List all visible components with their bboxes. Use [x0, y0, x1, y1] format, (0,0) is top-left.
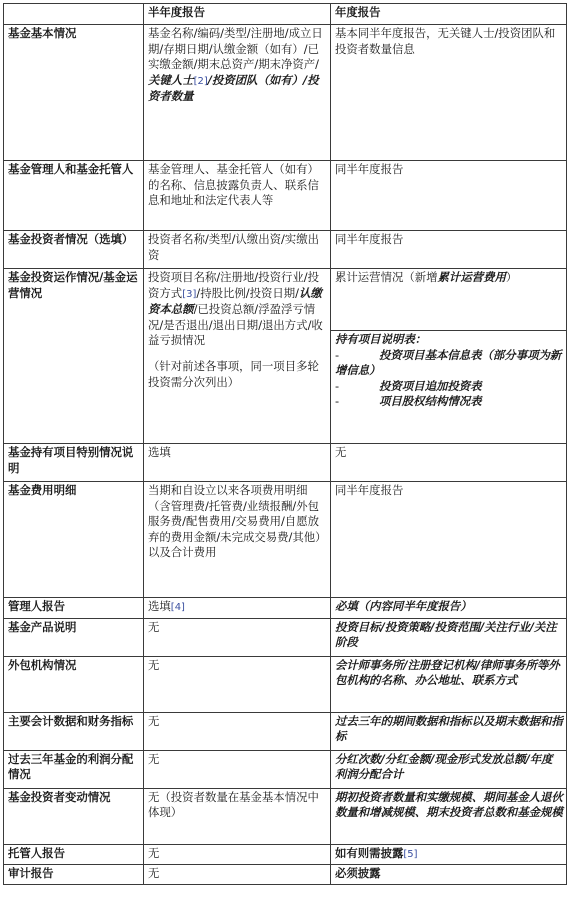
annual-cell: 过去三年的期间数据和指标以及期末数据和指标 [331, 712, 567, 750]
footnote-link[interactable]: [4] [170, 602, 185, 613]
semiannual-bold-text: 认缴资本总额 [148, 285, 322, 317]
semiannual-cell [144, 598, 331, 619]
list-item: - 投资项目追加投资表 [335, 378, 482, 393]
semiannual-paren-note: （针对前述各事项，同一项目多轮投资需分次列出） [148, 358, 319, 389]
semiannual-cell: 基金管理人、基金托管人（如有）的名称、信息披露负责人、联系信息和地址和法定代表人等 [144, 161, 331, 231]
footnote-link[interactable]: [3] [182, 288, 197, 300]
table-row [4, 844, 567, 865]
row-label: 管理人报告 [4, 598, 144, 619]
table-row [4, 618, 567, 656]
annual-cell: 会计师事务所/注册登记机构/律师事务所等外包机构的名称、办公地址、联系方式 [331, 656, 567, 712]
semiannual-text: /持股比例/投资日期/ [196, 285, 299, 300]
holdings-list-title: 持有项目说明表： [335, 332, 427, 346]
annual-summary [331, 269, 566, 330]
annual-cell: 基本同半年度报告，无关键人士/投资团队和投资者数量信息 [331, 25, 567, 161]
row-label: 基金管理人和基金托管人 [4, 161, 144, 231]
semiannual-cell: 选填 [144, 444, 331, 482]
semiannual-bold-text: 关键人士 [148, 72, 194, 87]
footnote-link[interactable]: [5] [403, 848, 418, 860]
row-label: 基金基本情况 [4, 25, 144, 161]
table-row [4, 712, 567, 750]
annual-bold-text: 累计运营费用 [437, 270, 506, 284]
semiannual-cell [144, 269, 331, 444]
semiannual-cell: 无 [144, 750, 331, 788]
semiannual-cell [144, 25, 331, 161]
row-label: 基金费用明细 [4, 482, 144, 598]
table-row [4, 482, 567, 598]
table-row [4, 750, 567, 788]
annual-text: ） [505, 270, 518, 284]
annual-cell: 同半年度报告 [331, 231, 567, 269]
annual-cell [331, 844, 567, 865]
row-label: 主要会计数据和财务指标 [4, 712, 144, 750]
list-item: - 投资项目基本信息表（部分事项为新增信息） [335, 347, 562, 378]
annual-cell: 期初投资者数量和实缴规模、期间基金人退伙数量和增减规模、期末投资者总数和基金规模 [331, 788, 567, 844]
row-label: 基金投资运作情况/基金运营情况 [4, 269, 144, 444]
header-semiannual: 半年度报告 [144, 4, 331, 25]
table-row [4, 865, 567, 885]
table-row [4, 269, 567, 444]
semiannual-bold-text: 投资团队（如有）/投资者数量 [148, 72, 319, 104]
table-row [4, 25, 567, 161]
annual-cell [331, 269, 567, 444]
annual-text: 如有则需披露 [335, 845, 404, 860]
list-item-text: 投资项目追加投资表 [379, 378, 482, 393]
header-blank [4, 4, 144, 25]
footnote-link[interactable]: [2] [193, 75, 208, 87]
row-label: 基金投资者变动情况 [4, 788, 144, 844]
annual-holdings-list [331, 330, 566, 412]
semiannual-cell: 当期和自设立以来各项费用明细（含管理费/托管费/业绩报酬/外包服务费/配售费用/交易费用/自愿放弃的费用金额/未完成交易费/其他）以及合计费用 [144, 482, 331, 598]
row-label: 审计报告 [4, 865, 144, 885]
semiannual-text: /已投资总额/浮盈浮亏情况/是否退出/退出日期/退出方式/收益亏损情况 [148, 302, 323, 348]
row-label: 基金持有项目特别情况说明 [4, 444, 144, 482]
semiannual-cell: 无 [144, 844, 331, 865]
annual-cell: 分红次数/分红金额/现金形式发放总额/年度利润分配合计 [331, 750, 567, 788]
annual-cell: 无 [331, 444, 567, 482]
semiannual-cell: 无（投资者数量在基金基本情况中体现） [144, 788, 331, 844]
table-row [4, 444, 567, 482]
semiannual-cell: 无 [144, 712, 331, 750]
row-label: 外包机构情况 [4, 656, 144, 712]
table-header-row [4, 4, 567, 25]
list-item-text: 项目股权结构情况表 [379, 394, 482, 409]
semiannual-text: 投资项目名称/注册地/投资行业/投资方式 [148, 270, 319, 300]
annual-cell: 同半年度报告 [331, 161, 567, 231]
row-label: 基金产品说明 [4, 618, 144, 656]
report-comparison-table [3, 3, 567, 885]
semiannual-cell: 无 [144, 865, 331, 885]
annual-cell: 同半年度报告 [331, 482, 567, 598]
semiannual-cell: 无 [144, 618, 331, 656]
header-annual: 年度报告 [331, 4, 567, 25]
semiannual-text: 选填 [148, 599, 171, 613]
semiannual-separator: / [207, 72, 212, 87]
annual-cell: 投资目标/投资策略/投资范围/关注行业/关注阶段 [331, 618, 567, 656]
semiannual-cell: 投资者名称/类型/认缴出资/实缴出资 [144, 231, 331, 269]
row-label: 托管人报告 [4, 844, 144, 865]
table-row [4, 598, 567, 619]
annual-cell: 必填（内容同半年度报告） [331, 598, 567, 619]
annual-text: 累计运营情况（新增 [335, 270, 438, 284]
table-row [4, 161, 567, 231]
semiannual-cell: 无 [144, 656, 331, 712]
table-row [4, 788, 567, 844]
semiannual-text: 基金名称/编码/类型/注册地/成立日期/存期日期/认缴金额（如有）/已实缴金额/期末总资产/期末净资产/ [148, 26, 323, 72]
list-item-text: 投资项目基本信息表（部分事项为新增信息） [335, 347, 562, 378]
annual-cell: 必须披露 [331, 865, 567, 885]
table-row [4, 656, 567, 712]
row-label: 基金投资者情况（选填） [4, 231, 144, 269]
table-row [4, 231, 567, 269]
row-label: 过去三年基金的利润分配情况 [4, 750, 144, 788]
list-item: - 项目股权结构情况表 [335, 394, 482, 409]
